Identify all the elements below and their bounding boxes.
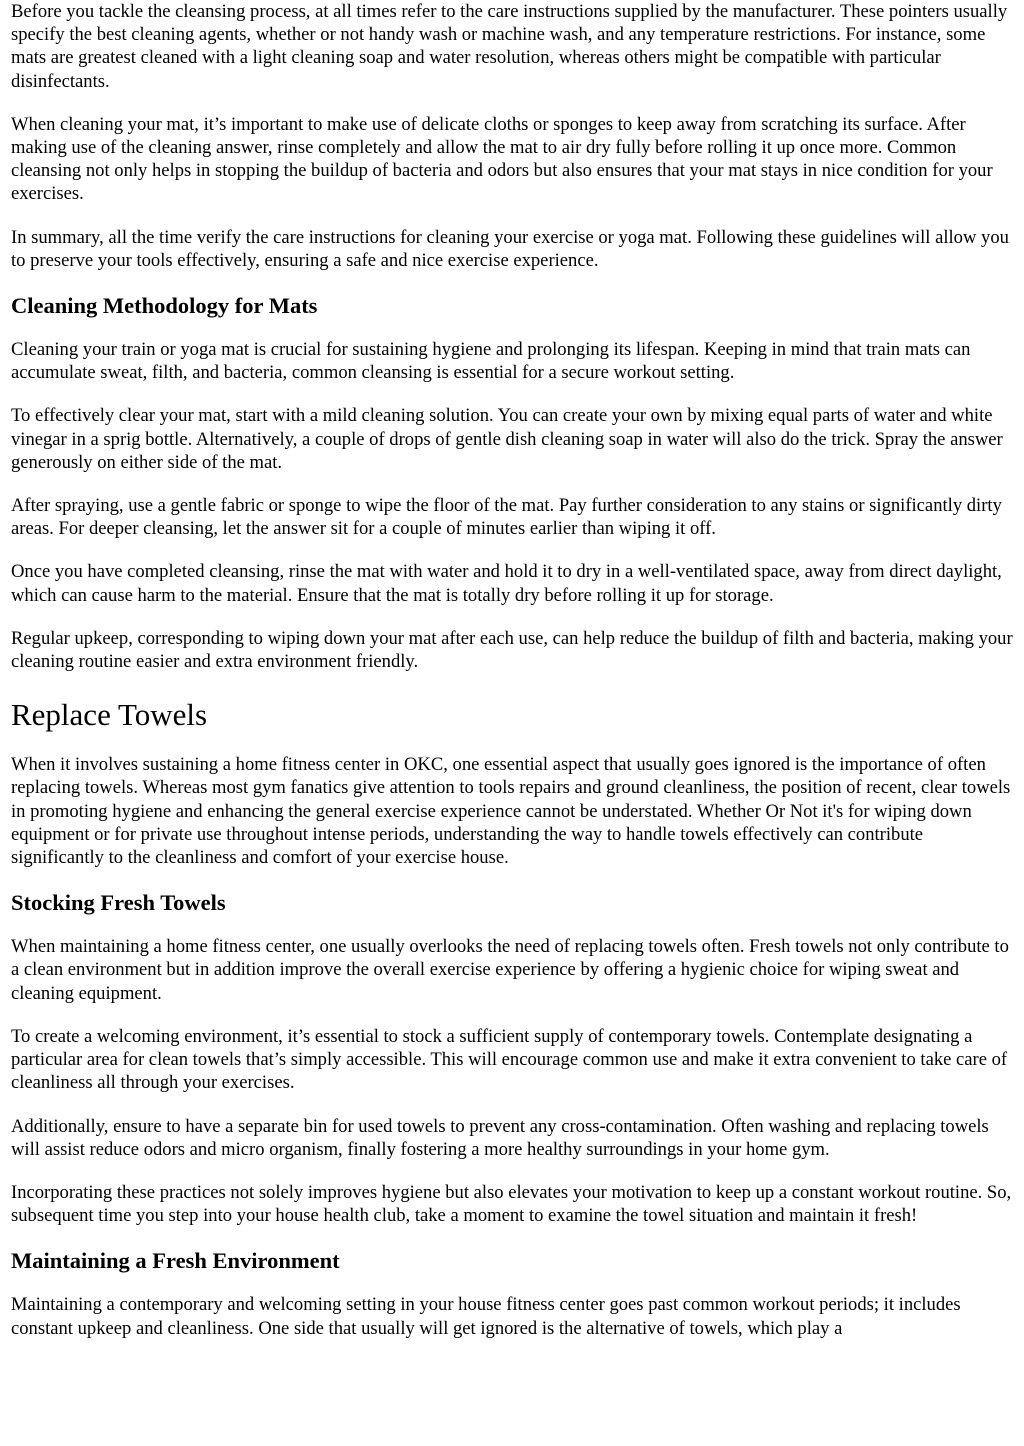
paragraph: After spraying, use a gentle fabric or sponge to wipe the floor of the mat. Pay further consideration to any stains or significantly dirty areas. For deeper cleansing, let the answer sit for a couple of minutes earlier than wiping it off. bbox=[11, 495, 1002, 540]
paragraph: To create a welcoming environment, it’s essential to stock a sufficient supply of contemporary towels. Contemplate designating a particular area for clean towels that’s simply accessible. This will encourage common use and make it extra convenient to take care of cleanliness all through your exercises. bbox=[11, 1025, 1008, 1094]
paragraph: When maintaining a home fitness center, one usually overlooks the need of replacing towels often. Fresh towels not only contribute to a clean environment but in addition improve the overall exercise experience by offering a hygienic choice for wiping sweat and cleaning equipment. bbox=[11, 936, 1009, 1004]
paragraph: To effectively clear your mat, start with a mild cleaning solution. You can create your own by mixing equal parts of water and white vinegar in a sprig bottle. Alternatively, a couple of drops of gentle dish cleaning soap in water will also do the trick. Spray the answer generously on either side of the mat. bbox=[11, 405, 1003, 473]
section-heading-replace-towels: Replace Towels bbox=[11, 697, 208, 733]
section-heading-cleaning-methodology: Cleaning Methodology for Mats bbox=[11, 293, 318, 319]
paragraph: Regular upkeep, corresponding to wiping down your mat after each use, can help reduce the buildup of filth and bacteria, making your cleaning routine easier and extra environment friendly. bbox=[11, 627, 1013, 673]
paragraph: Maintaining a contemporary and welcoming setting in your house fitness center goes past common workout periods; it includes constant upkeep and cleanliness. One side that usually will get ignored is the alternative of towels, which play a bbox=[11, 1294, 961, 1339]
section-heading-maintaining-fresh-environment: Maintaining a Fresh Environment bbox=[11, 1248, 340, 1274]
paragraph: In summary, all the time verify the care instructions for cleaning your exercise or yoga mat. Following these guidelines will allow you to preserve your tools effectively, ensuring a safe and nice exercise experience. bbox=[11, 226, 1009, 271]
section-heading-stocking-fresh-towels: Stocking Fresh Towels bbox=[11, 890, 226, 916]
paragraph: When cleaning your mat, it’s important to make use of delicate cloths or sponges to keep away from scratching its surface. After making use of the cleaning answer, rinse completely and allow the mat to air dry fully before rolling it up once more. Common cleansing not only helps in stopping the buildup of bacteria and odors but also ensures that your mat stays in nice condition for your exercises. bbox=[11, 113, 993, 205]
paragraph: Before you tackle the cleansing process, at all times refer to the care instructions supplied by the manufacturer. These pointers usually specify the best cleaning agents, whether or not handy wash or machine wash, and any temperature restrictions. For instance, some mats are greatest cleaned with a light cleaning soap and water resolution, whereas others might be compatible with particular disinfectants. bbox=[11, 1, 1008, 92]
paragraph: Once you have completed cleansing, rinse the mat with water and hold it to dry in a well-ventilated space, away from direct daylight, which can cause harm to the material. Ensure that the mat is totally dry before rolling it up for storage. bbox=[11, 561, 1002, 606]
paragraph: Cleaning your train or yoga mat is crucial for sustaining hygiene and prolonging its lifespan. Keeping in mind that train mats can accumulate sweat, filth, and bacteria, common cleansing is essential for a secure workout setting. bbox=[11, 339, 971, 384]
paragraph: Incorporating these practices not solely improves hygiene but also elevates your motivation to keep up a constant workout routine. So, subsequent time you step into your house health club, take a moment to examine the towel situation and maintain it fresh! bbox=[11, 1181, 1012, 1227]
paragraph: Additionally, ensure to have a separate bin for used towels to prevent any cross-contamination. Often washing and replacing towels will assist reduce odors and micro organism, finally fostering a more healthy surroundings in your home gym. bbox=[11, 1115, 989, 1160]
paragraph: When it involves sustaining a home fitness center in OKC, one essential aspect that usually goes ignored is the importance of often replacing towels. Whereas most gym fanatics give attention to tools repairs and ground cleanliness, the position of recent, clear towels in promoting hygiene and enhancing the general exercise experience cannot be understated. Whether Or Not it's for wiping down equipment or for private use throughout intense periods, understanding the way to handle towels effectively can contribute significantly to the cleanliness and comfort of your exercise house. bbox=[11, 754, 1011, 869]
